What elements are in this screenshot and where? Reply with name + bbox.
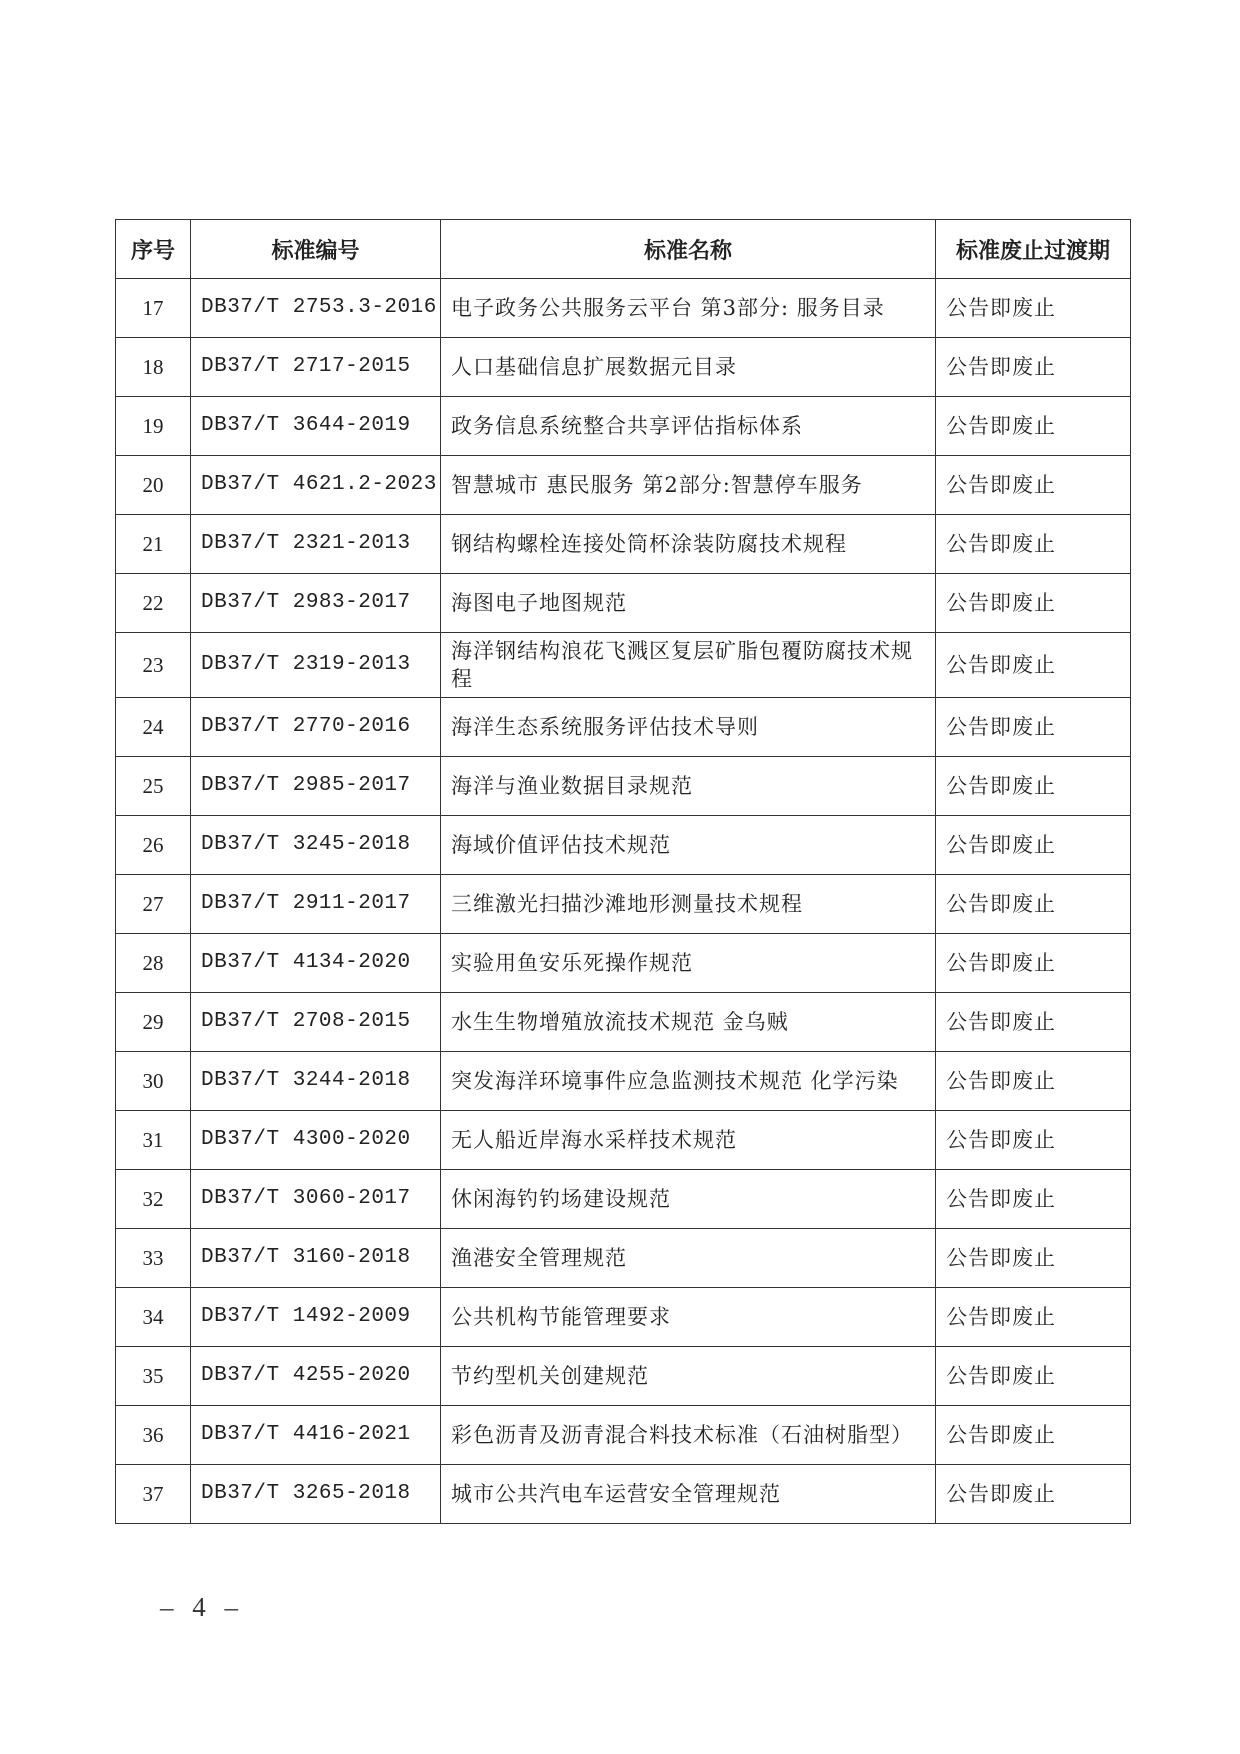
table-row bbox=[116, 1347, 1131, 1406]
cell-code: DB37/T 2717-2015 bbox=[191, 338, 441, 397]
cell-no: 17 bbox=[116, 279, 191, 338]
cell-code: DB37/T 3244-2018 bbox=[191, 1052, 441, 1111]
cell-period: 公告即废止 bbox=[936, 1465, 1131, 1524]
table-body bbox=[116, 279, 1131, 1524]
cell-name: 水生生物增殖放流技术规范 金乌贼 bbox=[441, 993, 936, 1052]
cell-period: 公告即废止 bbox=[936, 1111, 1131, 1170]
cell-name: 三维激光扫描沙滩地形测量技术规程 bbox=[441, 875, 936, 934]
cell-name: 无人船近岸海水采样技术规范 bbox=[441, 1111, 936, 1170]
cell-no: 29 bbox=[116, 993, 191, 1052]
cell-no: 27 bbox=[116, 875, 191, 934]
table-row bbox=[116, 934, 1131, 993]
table-row bbox=[116, 757, 1131, 816]
cell-period: 公告即废止 bbox=[936, 515, 1131, 574]
cell-period: 公告即废止 bbox=[936, 1052, 1131, 1111]
cell-no: 37 bbox=[116, 1465, 191, 1524]
cell-name: 海洋与渔业数据目录规范 bbox=[441, 757, 936, 816]
cell-period: 公告即废止 bbox=[936, 633, 1131, 698]
table-row bbox=[116, 993, 1131, 1052]
table-row bbox=[116, 816, 1131, 875]
cell-no: 20 bbox=[116, 456, 191, 515]
cell-code: DB37/T 2708-2015 bbox=[191, 993, 441, 1052]
cell-name: 智慧城市 惠民服务 第2部分:智慧停车服务 bbox=[441, 456, 936, 515]
cell-no: 24 bbox=[116, 698, 191, 757]
table-row bbox=[116, 397, 1131, 456]
cell-code: DB37/T 2753.3-2016 bbox=[191, 279, 441, 338]
cell-code: DB37/T 1492-2009 bbox=[191, 1288, 441, 1347]
cell-name: 城市公共汽电车运营安全管理规范 bbox=[441, 1465, 936, 1524]
cell-period: 公告即废止 bbox=[936, 1288, 1131, 1347]
table-row bbox=[116, 698, 1131, 757]
cell-no: 22 bbox=[116, 574, 191, 633]
table-row bbox=[116, 456, 1131, 515]
cell-name: 钢结构螺栓连接处筒杯涂装防腐技术规程 bbox=[441, 515, 936, 574]
table-row bbox=[116, 279, 1131, 338]
cell-name: 人口基础信息扩展数据元目录 bbox=[441, 338, 936, 397]
cell-name: 海图电子地图规范 bbox=[441, 574, 936, 633]
cell-code: DB37/T 2319-2013 bbox=[191, 633, 441, 698]
table-row bbox=[116, 1229, 1131, 1288]
cell-no: 26 bbox=[116, 816, 191, 875]
table-header-row bbox=[116, 220, 1131, 279]
cell-no: 23 bbox=[116, 633, 191, 698]
table-row bbox=[116, 875, 1131, 934]
cell-period: 公告即废止 bbox=[936, 698, 1131, 757]
cell-code: DB37/T 4255-2020 bbox=[191, 1347, 441, 1406]
cell-code: DB37/T 3644-2019 bbox=[191, 397, 441, 456]
cell-name: 渔港安全管理规范 bbox=[441, 1229, 936, 1288]
cell-period: 公告即废止 bbox=[936, 279, 1131, 338]
cell-name: 海洋钢结构浪花飞溅区复层矿脂包覆防腐技术规程 bbox=[441, 633, 936, 698]
cell-code: DB37/T 2983-2017 bbox=[191, 574, 441, 633]
header-no: 序号 bbox=[116, 220, 191, 279]
cell-period: 公告即废止 bbox=[936, 338, 1131, 397]
cell-code: DB37/T 4300-2020 bbox=[191, 1111, 441, 1170]
cell-no: 28 bbox=[116, 934, 191, 993]
cell-period: 公告即废止 bbox=[936, 875, 1131, 934]
cell-code: DB37/T 3245-2018 bbox=[191, 816, 441, 875]
cell-no: 35 bbox=[116, 1347, 191, 1406]
cell-code: DB37/T 4416-2021 bbox=[191, 1406, 441, 1465]
cell-period: 公告即废止 bbox=[936, 397, 1131, 456]
header-name: 标准名称 bbox=[441, 220, 936, 279]
cell-name: 节约型机关创建规范 bbox=[441, 1347, 936, 1406]
table-row bbox=[116, 338, 1131, 397]
table-header bbox=[116, 220, 1131, 279]
cell-period: 公告即废止 bbox=[936, 1347, 1131, 1406]
cell-name: 休闲海钓钓场建设规范 bbox=[441, 1170, 936, 1229]
cell-name: 公共机构节能管理要求 bbox=[441, 1288, 936, 1347]
cell-no: 31 bbox=[116, 1111, 191, 1170]
cell-period: 公告即废止 bbox=[936, 574, 1131, 633]
cell-no: 30 bbox=[116, 1052, 191, 1111]
cell-no: 18 bbox=[116, 338, 191, 397]
cell-name: 实验用鱼安乐死操作规范 bbox=[441, 934, 936, 993]
cell-name: 电子政务公共服务云平台 第3部分: 服务目录 bbox=[441, 279, 936, 338]
cell-code: DB37/T 3160-2018 bbox=[191, 1229, 441, 1288]
table-row bbox=[116, 1465, 1131, 1524]
table-row bbox=[116, 1288, 1131, 1347]
table-row bbox=[116, 574, 1131, 633]
cell-no: 19 bbox=[116, 397, 191, 456]
cell-code: DB37/T 4621.2-2023 bbox=[191, 456, 441, 515]
cell-code: DB37/T 2911-2017 bbox=[191, 875, 441, 934]
standards-table bbox=[115, 219, 1131, 1524]
cell-no: 34 bbox=[116, 1288, 191, 1347]
table-row bbox=[116, 1406, 1131, 1465]
cell-name: 海洋生态系统服务评估技术导则 bbox=[441, 698, 936, 757]
cell-period: 公告即废止 bbox=[936, 934, 1131, 993]
cell-code: DB37/T 2321-2013 bbox=[191, 515, 441, 574]
cell-code: DB37/T 2770-2016 bbox=[191, 698, 441, 757]
cell-name: 突发海洋环境事件应急监测技术规范 化学污染 bbox=[441, 1052, 936, 1111]
cell-period: 公告即废止 bbox=[936, 816, 1131, 875]
table-row bbox=[116, 1052, 1131, 1111]
table-row bbox=[116, 1170, 1131, 1229]
cell-code: DB37/T 4134-2020 bbox=[191, 934, 441, 993]
header-code: 标准编号 bbox=[191, 220, 441, 279]
table-row bbox=[116, 633, 1131, 698]
table-row bbox=[116, 1111, 1131, 1170]
cell-no: 21 bbox=[116, 515, 191, 574]
cell-period: 公告即废止 bbox=[936, 456, 1131, 515]
cell-code: DB37/T 2985-2017 bbox=[191, 757, 441, 816]
header-period: 标准废止过渡期 bbox=[936, 220, 1131, 279]
cell-period: 公告即废止 bbox=[936, 757, 1131, 816]
cell-period: 公告即废止 bbox=[936, 1170, 1131, 1229]
table-row bbox=[116, 515, 1131, 574]
cell-no: 32 bbox=[116, 1170, 191, 1229]
cell-period: 公告即废止 bbox=[936, 993, 1131, 1052]
cell-name: 政务信息系统整合共享评估指标体系 bbox=[441, 397, 936, 456]
cell-period: 公告即废止 bbox=[936, 1406, 1131, 1465]
cell-period: 公告即废止 bbox=[936, 1229, 1131, 1288]
cell-name: 海域价值评估技术规范 bbox=[441, 816, 936, 875]
page-number: – 4 – bbox=[160, 1592, 244, 1622]
cell-no: 33 bbox=[116, 1229, 191, 1288]
cell-no: 36 bbox=[116, 1406, 191, 1465]
cell-code: DB37/T 3060-2017 bbox=[191, 1170, 441, 1229]
cell-name: 彩色沥青及沥青混合料技术标准（石油树脂型） bbox=[441, 1406, 936, 1465]
cell-code: DB37/T 3265-2018 bbox=[191, 1465, 441, 1524]
cell-no: 25 bbox=[116, 757, 191, 816]
